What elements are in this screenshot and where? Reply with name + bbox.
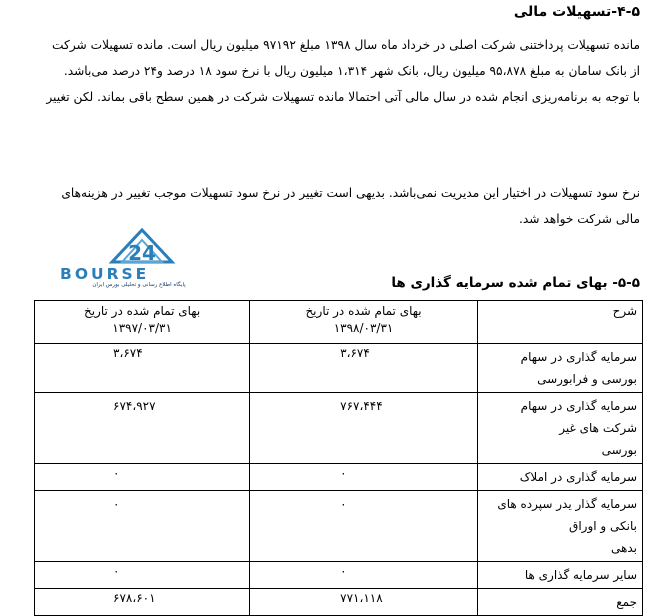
paragraph-line: از بانک سامان به مبلغ ۹۵،۸۷۸ میلیون ریال، بانک شهر ۱،۳۱۴ میلیون ریال با نرخ سود ۱۸ درصد و۲۴ درصد می‌باشد. (63, 64, 640, 78)
interest-rate-paragraph (12, 180, 640, 232)
row-desc-line: سرمایه گذاری در سهام شرکت های غیر (520, 399, 637, 435)
row-desc: سرمایه گذاری در سهام بورسی و فرابورسی (477, 344, 642, 393)
table-row (35, 562, 643, 589)
row-value-1397: ۳،۶۷۴ (35, 344, 250, 393)
header-col-1398-date: ۱۳۹۸/۰۳/۳۱ (333, 321, 394, 335)
row-value-1398: ۰ (250, 562, 478, 589)
row-desc-line: بدهی (611, 541, 637, 555)
investments-cost-table (34, 300, 643, 616)
logo-wordmark: BOURSE (60, 265, 150, 283)
table-row (35, 464, 643, 491)
table-row (35, 344, 643, 393)
row-value-1398: ۰ (250, 464, 478, 491)
header-col-1397-label: بهای تمام شده در تاریخ (83, 304, 201, 318)
header-col-1398-label: بهای تمام شده در تاریخ (305, 304, 422, 318)
header-col-1397-date: ۱۳۹۷/۰۳/۳۱ (112, 321, 172, 335)
row-value-1398: ۷۶۷،۴۴۴ (250, 393, 478, 464)
paragraph-line: مانده تسهیلات پرداختنی شرکت اصلی در خرداد ماه سال ۱۳۹۸ مبلغ ۹۷۱۹۲ میلیون ریال است. مانده تسهیلات شرکت (52, 38, 640, 52)
logo-subtitle: پایگاه اطلاع رسانی و تحلیلی بورس ایران (92, 282, 186, 288)
row-desc-line: بورسی (601, 443, 637, 457)
total-label: جمع (477, 589, 642, 616)
section-title-financing: ۴-۵-تسهیلات مالی (513, 4, 640, 20)
logo-number: 24 (128, 241, 156, 265)
paragraph-line: نرخ سود تسهیلات در اختیار این مدیریت نمی‌باشد. بدیهی است تغییر در نرخ سود تسهیلات موجب تغییر در هزینه‌های (61, 186, 640, 200)
table-header-row (35, 301, 643, 344)
row-value-1397: ۶۷۴،۹۲۷ (35, 393, 250, 464)
financing-paragraph (12, 32, 640, 110)
header-col-1398 (250, 301, 478, 344)
table-row (35, 393, 643, 464)
section-title-investments: ۵-۵- بهای تمام شده سرمایه گذاری ها (391, 275, 640, 291)
total-value-1397: ۶۷۸،۶۰۱ (35, 589, 250, 616)
row-desc: سرمایه گذاری در املاک (477, 464, 642, 491)
table-total-row (35, 589, 643, 616)
total-value-1398: ۷۷۱،۱۱۸ (250, 589, 478, 616)
row-value-1397: ۰ (35, 491, 250, 562)
paragraph-line: مالی شرکت خواهد شد. (519, 212, 640, 226)
row-desc (477, 393, 642, 464)
row-value-1397: ۰ (35, 562, 250, 589)
row-value-1398: ۳،۶۷۴ (250, 344, 478, 393)
table-row (35, 491, 643, 562)
header-desc: شرح (477, 301, 642, 344)
row-value-1398: ۰ (250, 491, 478, 562)
row-value-1397: ۰ (35, 464, 250, 491)
row-desc-line: سرمایه گذار یدر سپرده های بانکی و اوراق (497, 497, 637, 533)
paragraph-line: با توجه به برنامه‌ریزی انجام شده در سال مالی آتی احتمالا مانده تسهیلات شرکت در همین سطح باقی بماند. لکن تغییر (46, 90, 640, 104)
row-desc: سایر سرمایه گذاری ها (477, 562, 642, 589)
header-col-1397 (35, 301, 250, 344)
row-desc (477, 491, 642, 562)
